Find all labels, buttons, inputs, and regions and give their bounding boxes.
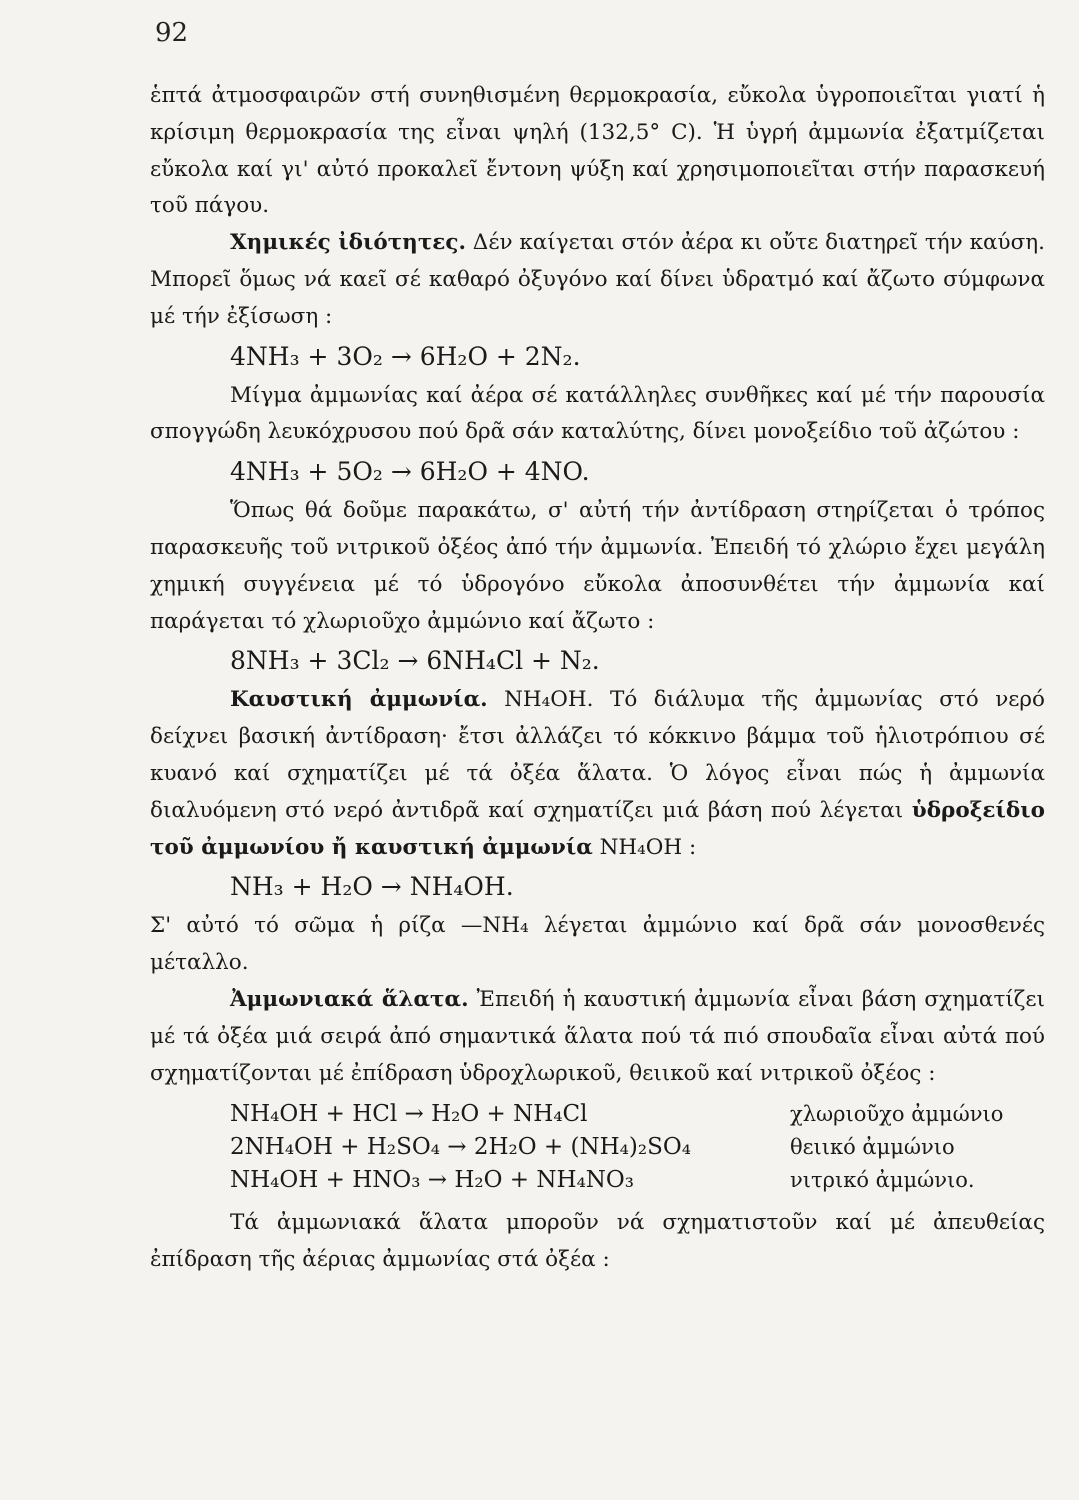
paragraph-direct-reaction: Τά ἀμμωνιακά ἅλατα μποροῦν νά σχηματιστοῦν καί μέ ἀπευθείας ἐπίδραση τῆς ἀέριας ἀμμωνίας στά ὀξέα : xyxy=(150,1210,1045,1273)
page-body xyxy=(150,78,1045,1279)
salt-equation-name: νιτρικό ἀμμώνιο. xyxy=(790,1168,975,1193)
paragraph-chemical-properties xyxy=(150,225,1045,335)
equation-ammonia-oxidation: 4NH₃ + 5O₂ → 6H₂O + 4NO. xyxy=(230,457,590,487)
paragraph-text: NH₄OH : xyxy=(592,834,697,860)
section-heading-caustic-ammonia: Καυστική ἀμμωνία. xyxy=(230,687,488,713)
paragraph-caustic-ammonia xyxy=(150,682,1045,866)
paragraph-liquefaction: ἑπτά ἀτμοσφαιρῶν στή συνηθισμένη θερμοκρασία, εὔκολα ὑγροποιεῖται γιατί ἡ κρίσιμη θερμοκρασία της εἶναι ψηλή (132,5° C). Ἡ ὑγρή ἀμμωνία ἐξατμίζεται εὔκολα καί γι' αὐτό προκαλεῖ ἔντονη ψύξη καί χρησιμοποιεῖται στήν παρασκευή τοῦ πάγου. xyxy=(150,83,1045,219)
paragraph-ammonium-salts xyxy=(150,982,1045,1092)
section-heading-chemical-properties: Χημικές ἰδιότητες. xyxy=(230,230,466,256)
paragraph-text: Δέν καίγεται στόν ἀέρα κι οὔτε διατηρεῖ τήν καύση. Μπορεῖ ὅμως νά καεῖ σέ καθαρό ὀξυγόνο καί δίνει ὑδρατμό καί ἄζωτο σύμφωνα μέ τήν ἐξίσωση : xyxy=(150,230,1045,329)
bold-term-ammonium-hydroxide: ὑδροξείδιο τοῦ ἀμμωνίου ἤ καυστική ἀμμωνία xyxy=(150,797,1045,860)
salt-equation-row xyxy=(230,1164,1045,1197)
paragraph-text: Ἐπειδή ἡ καυστική ἀμμωνία εἶναι βάση σχηματίζει μέ τά ὀξέα μιά σειρά ἀπό σημαντικά ἅλατα πού τά πιό σπουδαῖα εἶναι αὐτά πού σχηματίζονται μέ ἐπίδραση ὑδροχλωρικοῦ, θειικοῦ καί νιτρικοῦ ὀξέος : xyxy=(150,986,1045,1086)
equation-ammonia-combustion: 4NH₃ + 3O₂ → 6H₂O + 2N₂. xyxy=(230,341,581,371)
paragraph-text: NH₄OH. Τό διάλυμα τῆς ἀμμωνίας στό νερό δείχνει βασική ἀντίδραση· ἔτσι ἀλλάζει τό κόκκινο βάμμα τοῦ ἡλιοτρόπιου σέ κυανό καί σχηματίζει μέ τά ὀξέα ἅλατα. Ὁ λόγος εἶναι πώς ἡ ἀμμωνία διαλυόμενη στό νερό ἀντιδρᾶ καί σχηματίζει μιά βάση πού λέγεται xyxy=(150,687,1045,823)
section-heading-ammonium-salts: Ἀμμωνιακά ἅλατα. xyxy=(230,986,469,1012)
paragraph-ammonium-radical: Σ' αὐτό τό σῶμα ἡ ρίζα —NH₄ λέγεται ἀμμώνιο καί δρᾶ σάν μονοσθενές μέταλλο. xyxy=(150,913,1045,976)
salt-equation-formula: 2NH₄OH + H₂SO₄ → 2H₂O + (NH₄)₂SO₄ xyxy=(230,1134,691,1161)
page-number: 92 xyxy=(155,18,189,48)
salt-equation-formula: NH₄OH + HCl → H₂O + NH₄Cl xyxy=(230,1101,588,1128)
salt-equation-row xyxy=(230,1098,1045,1131)
salt-equation-formula: NH₄OH + HNO₃ → H₂O + NH₄NO₃ xyxy=(230,1167,634,1194)
salt-equations-list xyxy=(230,1098,1045,1197)
equation-ammonia-chlorine: 8NH₃ + 3Cl₂ → 6NH₄Cl + N₂. xyxy=(230,646,600,676)
paragraph-catalytic-oxidation: Μίγμα ἀμμωνίας καί ἀέρα σέ κατάλληλες συνθῆκες καί μέ τήν παρουσία σπογγώδη λευκόχρυσου πού δρᾶ σάν καταλύτης, δίνει μονοξείδιο τοῦ ἀζώτου : xyxy=(150,382,1045,445)
salt-equation-name: χλωριοῦχο ἀμμώνιο xyxy=(790,1102,1004,1127)
equation-ammonia-water: NH₃ + H₂O → NH₄OH. xyxy=(230,872,514,902)
salt-equation-row xyxy=(230,1131,1045,1164)
salt-equation-name: θειικό ἀμμώνιο xyxy=(790,1135,955,1160)
paragraph-chlorine-reaction: Ὅπως θά δοῦμε παρακάτω, σ' αὐτή τήν ἀντίδραση στηρίζεται ὁ τρόπος παρασκευῆς τοῦ νιτρικοῦ ὀξέος ἀπό τήν ἀμμωνία. Ἐπειδή τό χλώριο ἔχει μεγάλη χημική συγγένεια μέ τό ὑδρογόνο εὔκολα ἀποσυνθέτει τήν ἀμμωνία καί παράγεται τό χλωριοῦχο ἀμμώνιο καί ἄζωτο : xyxy=(150,498,1045,634)
